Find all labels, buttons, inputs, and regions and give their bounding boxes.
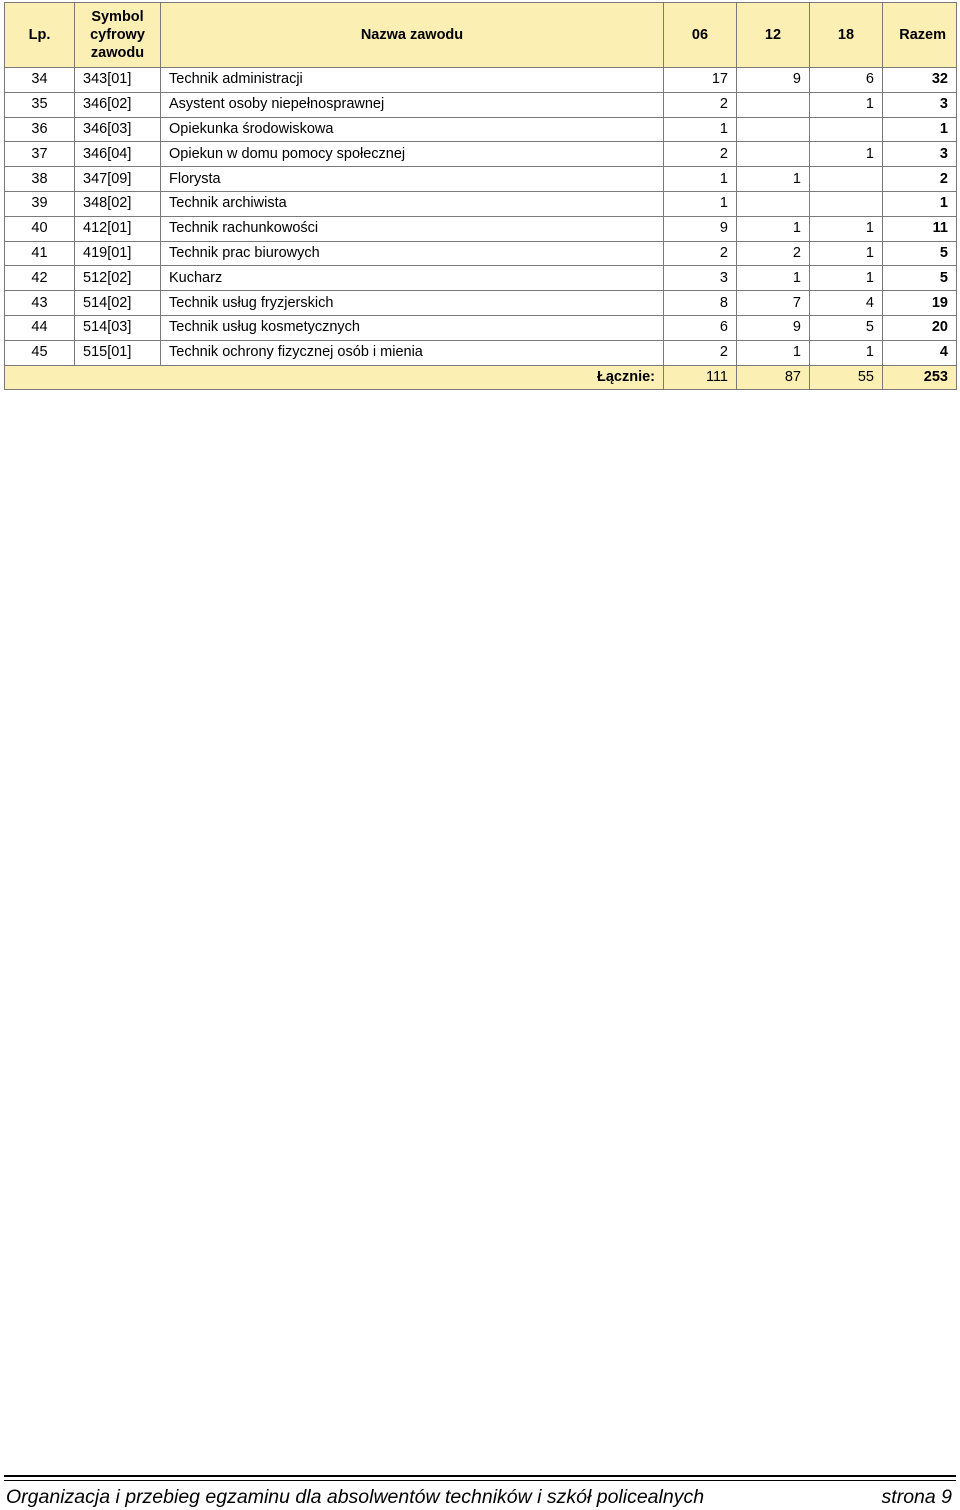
cell-symbol: 515[01] <box>75 340 161 365</box>
summary-label: Łącznie: <box>5 365 664 390</box>
table-row <box>5 241 957 266</box>
cell-18: 6 <box>810 68 883 93</box>
cell-symbol: 514[02] <box>75 291 161 316</box>
table-row <box>5 266 957 291</box>
cell-lp: 40 <box>5 216 75 241</box>
cell-lp: 36 <box>5 117 75 142</box>
cell-12: 9 <box>737 315 810 340</box>
cell-lp: 35 <box>5 92 75 117</box>
cell-18: 4 <box>810 291 883 316</box>
cell-18: 5 <box>810 315 883 340</box>
cell-18: 1 <box>810 92 883 117</box>
cell-18 <box>810 167 883 192</box>
table-row <box>5 315 957 340</box>
cell-symbol: 346[02] <box>75 92 161 117</box>
page-footer <box>6 1485 952 1509</box>
cell-12: 1 <box>737 216 810 241</box>
cell-12: 9 <box>737 68 810 93</box>
cell-18: 1 <box>810 241 883 266</box>
cell-symbol: 412[01] <box>75 216 161 241</box>
cell-06: 17 <box>664 68 737 93</box>
cell-06: 6 <box>664 315 737 340</box>
cell-lp: 37 <box>5 142 75 167</box>
cell-06: 2 <box>664 142 737 167</box>
cell-lp: 39 <box>5 191 75 216</box>
cell-06: 1 <box>664 167 737 192</box>
cell-total: 19 <box>883 291 957 316</box>
header-12: 12 <box>737 3 810 68</box>
header-name: Nazwa zawodu <box>161 3 664 68</box>
cell-lp: 41 <box>5 241 75 266</box>
cell-18: 1 <box>810 216 883 241</box>
table-row <box>5 340 957 365</box>
header-18: 18 <box>810 3 883 68</box>
cell-06: 1 <box>664 117 737 142</box>
cell-symbol: 514[03] <box>75 315 161 340</box>
cell-lp: 38 <box>5 167 75 192</box>
cell-symbol: 343[01] <box>75 68 161 93</box>
cell-lp: 45 <box>5 340 75 365</box>
table-body <box>5 68 957 366</box>
table-row <box>5 92 957 117</box>
page-number: strona 9 <box>881 1486 952 1508</box>
cell-symbol: 419[01] <box>75 241 161 266</box>
cell-06: 2 <box>664 340 737 365</box>
cell-symbol: 512[02] <box>75 266 161 291</box>
cell-symbol: 346[04] <box>75 142 161 167</box>
cell-06: 9 <box>664 216 737 241</box>
cell-name: Technik usług kosmetycznych <box>161 315 664 340</box>
header-lp: Lp. <box>5 3 75 68</box>
cell-name: Opiekun w domu pomocy społecznej <box>161 142 664 167</box>
footer-divider <box>4 1475 956 1477</box>
cell-name: Technik usług fryzjerskich <box>161 291 664 316</box>
table-row <box>5 191 957 216</box>
cell-12: 1 <box>737 266 810 291</box>
cell-symbol: 348[02] <box>75 191 161 216</box>
cell-name: Opiekunka środowiskowa <box>161 117 664 142</box>
cell-18 <box>810 191 883 216</box>
header-06: 06 <box>664 3 737 68</box>
cell-total: 3 <box>883 142 957 167</box>
cell-name: Technik archiwista <box>161 191 664 216</box>
table-header-row <box>5 3 957 68</box>
cell-06: 2 <box>664 92 737 117</box>
cell-06: 2 <box>664 241 737 266</box>
table-row <box>5 142 957 167</box>
cell-06: 8 <box>664 291 737 316</box>
cell-total: 1 <box>883 117 957 142</box>
footer-title: Organizacja i przebieg egzaminu dla absolwentów techników i szkół policealnych <box>6 1486 705 1508</box>
cell-name: Florysta <box>161 167 664 192</box>
cell-name: Technik rachunkowości <box>161 216 664 241</box>
cell-lp: 44 <box>5 315 75 340</box>
cell-18 <box>810 117 883 142</box>
table-row <box>5 117 957 142</box>
table-row <box>5 216 957 241</box>
cell-18: 1 <box>810 266 883 291</box>
table-summary <box>5 365 957 390</box>
cell-name: Technik administracji <box>161 68 664 93</box>
cell-12 <box>737 191 810 216</box>
cell-name: Technik ochrony fizycznej osób i mienia <box>161 340 664 365</box>
cell-12 <box>737 117 810 142</box>
table-row <box>5 68 957 93</box>
cell-06: 1 <box>664 191 737 216</box>
footer-divider-thin <box>4 1480 956 1481</box>
cell-06: 3 <box>664 266 737 291</box>
cell-12: 1 <box>737 167 810 192</box>
cell-total: 4 <box>883 340 957 365</box>
summary-18: 55 <box>810 365 883 390</box>
cell-12 <box>737 142 810 167</box>
cell-total: 32 <box>883 68 957 93</box>
table-row <box>5 167 957 192</box>
cell-name: Technik prac biurowych <box>161 241 664 266</box>
cell-symbol: 346[03] <box>75 117 161 142</box>
cell-18: 1 <box>810 340 883 365</box>
summary-06: 111 <box>664 365 737 390</box>
cell-lp: 43 <box>5 291 75 316</box>
summary-row <box>5 365 957 390</box>
cell-total: 1 <box>883 191 957 216</box>
table-row <box>5 291 957 316</box>
cell-total: 5 <box>883 241 957 266</box>
cell-12: 1 <box>737 340 810 365</box>
cell-symbol: 347[09] <box>75 167 161 192</box>
cell-lp: 42 <box>5 266 75 291</box>
cell-total: 11 <box>883 216 957 241</box>
cell-12: 2 <box>737 241 810 266</box>
cell-12: 7 <box>737 291 810 316</box>
occupations-table <box>4 2 957 390</box>
header-total: Razem <box>883 3 957 68</box>
cell-total: 20 <box>883 315 957 340</box>
cell-name: Asystent osoby niepełnosprawnej <box>161 92 664 117</box>
cell-lp: 34 <box>5 68 75 93</box>
cell-name: Kucharz <box>161 266 664 291</box>
header-symbol: Symbol cyfrowy zawodu <box>75 3 161 68</box>
cell-total: 3 <box>883 92 957 117</box>
cell-total: 2 <box>883 167 957 192</box>
summary-total: 253 <box>883 365 957 390</box>
cell-total: 5 <box>883 266 957 291</box>
cell-18: 1 <box>810 142 883 167</box>
cell-12 <box>737 92 810 117</box>
summary-12: 87 <box>737 365 810 390</box>
